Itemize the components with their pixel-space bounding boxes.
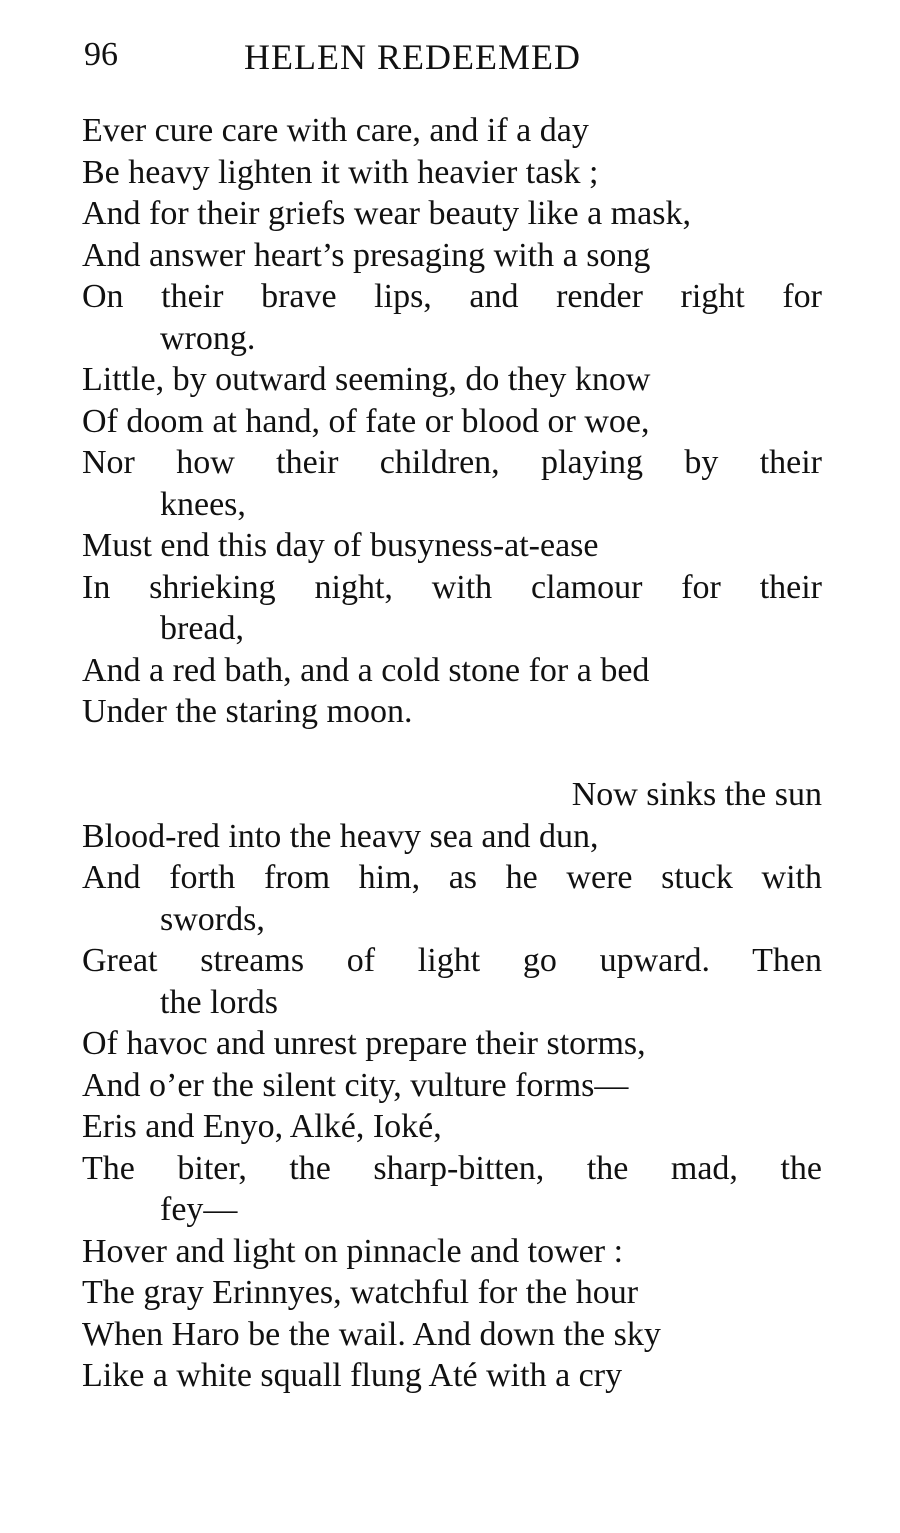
- poem-line: Must end this day of busyness-at-ease: [82, 527, 599, 564]
- poem-line: The biter, the sharp-bitten, the mad, the: [82, 1149, 822, 1187]
- running-title: HELEN REDEEMED: [244, 37, 581, 77]
- poem-text: [82, 110, 822, 1397]
- poem-line-continuation: knees,: [160, 485, 246, 523]
- poem-line-continuation: wrong.: [160, 319, 256, 357]
- poem-line: Little, by outward seeming, do they know: [82, 361, 651, 398]
- poem-line: Great streams of light go upward. Then: [82, 942, 822, 979]
- page-number: 96: [84, 36, 118, 73]
- poem-line: And for their griefs wear beauty like a mask,: [82, 195, 691, 232]
- page-header: [84, 36, 824, 86]
- poem-line: Of havoc and unrest prepare their storms,: [82, 1025, 646, 1062]
- poem-line: On their brave lips, and render right for: [82, 278, 822, 315]
- poem-line: The gray Erinnyes, watchful for the hour: [82, 1274, 639, 1311]
- poem-line-continuation: fey—: [160, 1191, 238, 1228]
- poem-line: And o’er the silent city, vulture forms—: [82, 1066, 629, 1104]
- poem-line: Be heavy lighten it with heavier task ;: [82, 153, 599, 191]
- poem-line: Like a white squall flung Até with a cry: [82, 1357, 623, 1394]
- poem-line: Of doom at hand, of fate or blood or woe,: [82, 402, 650, 440]
- poem-line-indented: Now sinks the sun: [571, 776, 822, 813]
- poem-line: Ever cure care with care, and if a day: [82, 112, 589, 149]
- poem-line: Under the staring moon.: [82, 693, 413, 730]
- poem-line: And a red bath, and a cold stone for a bed: [82, 651, 650, 689]
- poem-line: Nor how their children, playing by their: [82, 444, 822, 481]
- stanza-gap: [82, 733, 822, 775]
- poem-line-continuation: bread,: [160, 610, 245, 647]
- poem-line-continuation: the lords: [160, 983, 279, 1021]
- poem-line: And forth from him, as he were stuck with: [82, 859, 822, 896]
- poem-line: When Haro be the wail. And down the sky: [82, 1315, 661, 1353]
- poem-line: Blood-red into the heavy sea and dun,: [82, 817, 599, 855]
- poem-line: And answer heart’s presaging with a song: [82, 236, 651, 274]
- poem-line: Eris and Enyo, Alké, Ioké,: [82, 1108, 442, 1145]
- poem-line: In shrieking night, with clamour for their: [82, 568, 822, 606]
- poem-line: Hover and light on pinnacle and tower :: [82, 1232, 624, 1270]
- poem-line-continuation: swords,: [160, 900, 265, 938]
